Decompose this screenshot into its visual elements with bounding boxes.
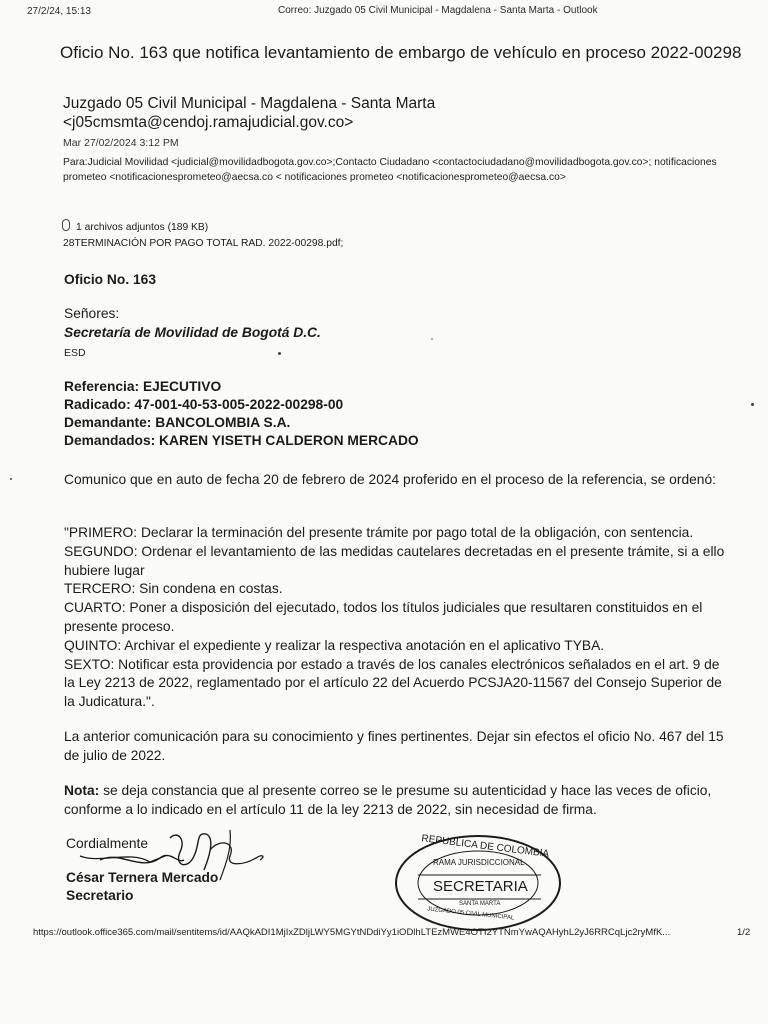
radicado: Radicado: 47-001-40-53-005-2022-00298-00 [64,397,344,412]
nota-text: se deja constancia que al presente correo se le presume su autenticidad y hace las veces de oficio, conforme a lo indicado en el artículo 11 de la ley 2213 de 2022, sin necesidad de firma. [64,783,712,817]
stamp-top-text: REPUBLICA DE COLOMBIA [420,833,550,860]
sender-name: Juzgado 05 Civil Municipal - Magdalena - Santa Marta [63,95,436,112]
recipients: Para:Judicial Movilidad <judicial@movilidadbogota.gov.co>;Contacto Ciudadano <contactociudadano@movilidadbogota.gov.co>; notificaciones prometeo <notificacionesprometeo@aecsa.co < notificaciones prometeo <notificacionesprometeo@aecsa.co> [63,157,717,183]
stamp-line2: RAMA JURISDICCIONAL [433,858,525,867]
esd: ESD [64,347,86,359]
attachment-name[interactable]: 28TERMINACIÓN POR PAGO TOTAL RAD. 2022-00298.pdf; [63,238,344,249]
order-quinto: QUINTO: Archivar el expediente y realizar la respectiva anotación en el aplicativo TYBA. [64,637,605,653]
demandante: Demandante: BANCOLOMBIA S.A. [64,415,291,430]
salutation: Señores: [64,306,120,321]
signer-title: Secretario [66,888,134,903]
order-cuarto: CUARTO: Poner a disposición del ejecutado, todos los títulos judiciales que resultaren constituidos en el presente proceso. [64,600,703,634]
handwritten-signature [60,820,280,890]
addressee: Secretaría de Movilidad de Bogotá D.C. [64,325,321,340]
cordially: Cordialmente [66,836,149,851]
attachments-count: 1 archivos adjuntos (189 KB) [76,222,209,233]
email-date: Mar 27/02/2024 3:12 PM [63,137,179,149]
intro-paragraph: Comunico que en auto de fecha 20 de febrero de 2024 proferido en el proceso de la referencia, se ordenó: [64,472,716,487]
demandados: Demandados: KAREN YISETH CALDERON MERCADO [64,433,419,448]
closing-note: La anterior comunicación para su conocimiento y fines pertinentes. Dejar sin efectos el oficio No. 467 del 15 de julio de 2022. [64,729,724,763]
orders-block [64,524,729,712]
reference: Referencia: EJECUTIVO [64,379,222,394]
stamp-line4: SANTA MARTA [459,901,501,907]
page-number: 1/2 [737,927,751,938]
order-segundo: SEGUNDO: Ordenar el levantamiento de las medidas cautelares decretadas en el presente trámite, si a ello hubiere lugar [64,543,725,578]
print-datetime: 27/2/24, 15:13 [27,6,91,17]
nota-paragraph [64,781,729,819]
print-window-title: Correo: Juzgado 05 Civil Municipal - Magdalena - Santa Marta - Outlook [278,5,598,16]
order-primero: "PRIMERO: Declarar la terminación del presente trámite por pago total de la obligación, con sentencia. [64,525,694,540]
stamp-center: SECRETARIA [433,878,528,895]
order-tercero: TERCERO: Sin condena en costas. [64,581,283,597]
attachments-summary [62,219,208,233]
oficio-number: Oficio No. 163 [64,272,157,287]
stamp-bottom-text: JUZGADO 05 CIVIL MUNICIPAL [426,906,515,922]
order-sexto: SEXTO: Notificar esta providencia por estado a través de los canales electrónicos señalados en el art. 9 de la Ley 2213 de 2022, reglamentado por el artículo 22 del Acuerdo PCSJA20-11567 del Consejo Superior de la Judicatura.". [64,656,722,710]
print-footer-url: https://outlook.office365.com/mail/sentitems/id/AAQkADI1MjIxZDljLWY5MGYtNDdiYy1iODlhLTEzMWE4OTI2YTNmYwAQAHyhL2yJ6RRCqLjc2ryMfK... [33,927,671,938]
official-stamp [393,833,563,933]
paperclip-icon [62,219,70,231]
email-subject: Oficio No. 163 que notifica levantamiento de embargo de vehículo en proceso 2022-00298 [60,43,742,62]
nota-label: Nota: [64,783,100,798]
signer-name: César Ternera Mercado [66,870,219,885]
sender-email[interactable]: <j05cmsmta@cendoj.ramajudicial.gov.co> [63,114,354,131]
